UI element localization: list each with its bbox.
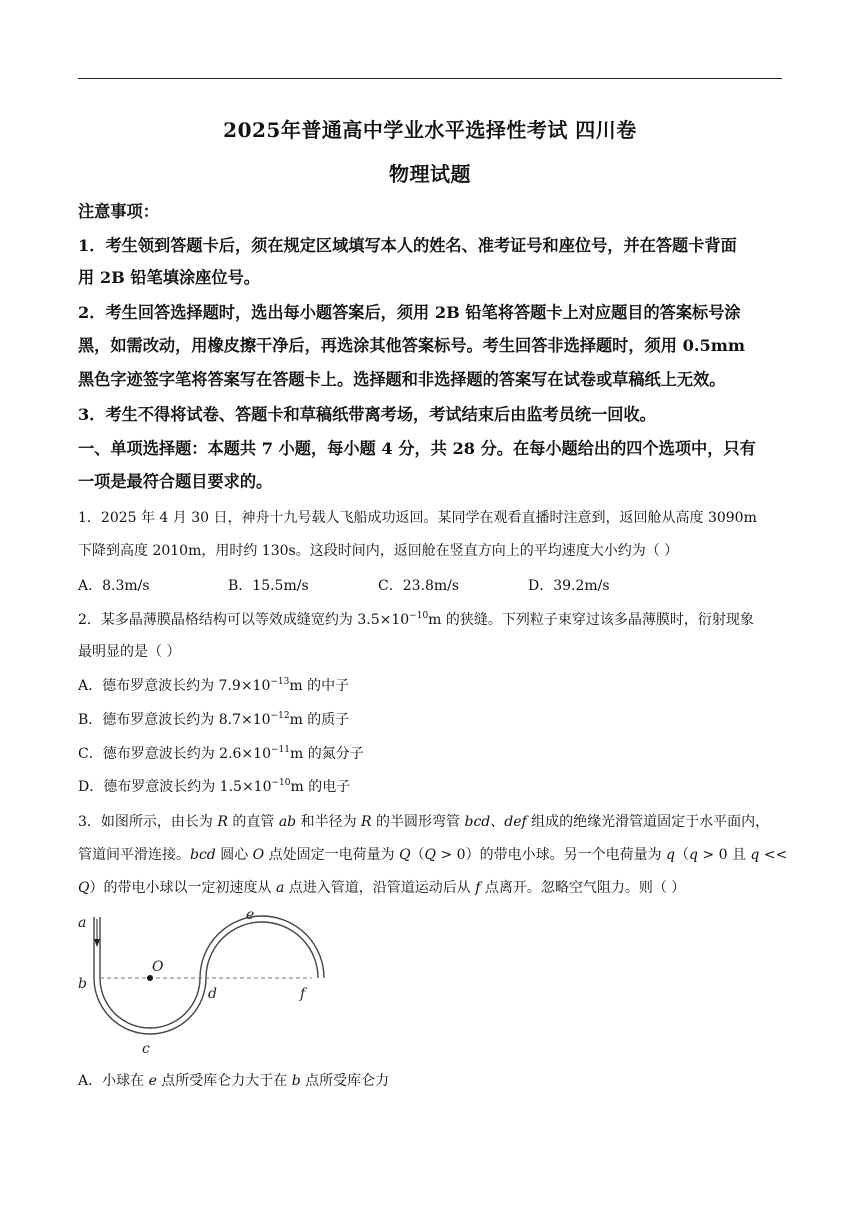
section-heading-line-2: 一项是最符合题目要求的。 <box>78 472 273 491</box>
notice-item-1-line-1: 1．考生领到答题卡后，须在规定区域填写本人的姓名、准考证号和座位号，并在答题卡背面 <box>78 236 737 255</box>
pipe-bcd-outer-wall <box>94 978 206 1034</box>
pipe-bcd-inner-wall <box>100 978 200 1028</box>
fixed-charge-dot <box>147 975 153 981</box>
arrow-down-icon <box>94 939 100 947</box>
pipe-diagram <box>74 905 334 1065</box>
label-e: e <box>246 907 255 923</box>
q1-option-a: A．8.3m/s <box>78 578 150 594</box>
label-d: d <box>208 986 217 1002</box>
q2-option-d: D．德布罗意波长约为 $1.5\times 10^{-10}m$ 的电子 <box>78 778 351 795</box>
q3-stem-line-1: 3．如图所示，由长为 R 的直管 ab 和半径为 R 的半圆形弯管 bcd、def 组成的绝缘光滑管道固定于水平面内， <box>78 814 770 830</box>
q1-stem-line-1: 1．2025 年 4 月 30 日，神舟十九号载人飞船成功返回。某同学在观看直播时注意到，返回舱从高度 3090m <box>78 510 757 526</box>
label-c: c <box>142 1041 150 1057</box>
notice-item-2-line-2: 黑，如需改动，用橡皮擦干净后，再选涂其他答案标号。考生回答非选择题时，须用 0.5mm <box>78 336 745 355</box>
notice-heading: 注意事项： <box>78 202 159 221</box>
q1-option-d: D．39.2m/s <box>528 578 610 594</box>
q1-option-c: C．23.8m/s <box>378 578 460 594</box>
notice-item-1-line-2: 用 2B 铅笔填涂座位号。 <box>78 268 260 287</box>
q3-option-a: A．小球在 e 点所受库仑力大于在 b 点所受库仑力 <box>78 1073 390 1089</box>
notice-item-2-line-3: 黑色字迹签字笔将答案写在答题卡上。选择题和非选择题的答案写在试卷或草稿纸上无效。 <box>78 370 726 389</box>
section-heading-line-1: 一、单项选择题：本题共 7 小题，每小题 4 分，共 28 分。在每小题给出的四个选项中，只有 <box>78 439 756 458</box>
exam-title: 2025年普通高中学业水平选择性考试 四川卷 <box>223 118 637 142</box>
exam-subtitle: 物理试题 <box>389 162 471 186</box>
q2-option-b: B．德布罗意波长约为 $8.7\times 10^{-12}m$ 的质子 <box>78 711 350 728</box>
notice-item-3: 3．考生不得将试卷、答题卡和草稿纸带离考场，考试结束后由监考员统一回收。 <box>78 405 656 424</box>
q2-option-c: C．德布罗意波长约为 $2.6\times 10^{-11}m$ 的氮分子 <box>78 745 364 762</box>
notice-item-2-line-1: 2．考生回答选择题时，选出每小题答案后，须用 2B 铅笔将答题卡上对应题目的答案标号涂 <box>78 303 741 322</box>
label-a: a <box>78 915 87 931</box>
q3-stem-line-2: 管道间平滑连接。bcd 圆心 O 点处固定一电荷量为 Q（Q > 0）的带电小球。另一个电荷量为 q（q > 0 且 q << <box>78 847 788 863</box>
pipe-def-inner-wall <box>200 916 324 978</box>
q2-stem-line-2: 最明显的是（ ） <box>78 644 181 660</box>
label-b: b <box>78 976 87 992</box>
label-f: f <box>300 986 306 1002</box>
q2-option-a: A．德布罗意波长约为 $7.9\times 10^{-13}m$ 的中子 <box>78 677 350 694</box>
q3-stem-line-3: Q）的带电小球以一定初速度从 a 点进入管道，沿管道运动后从 f 点离开。忽略空气阻力。则（ ） <box>78 880 686 896</box>
header-rule <box>78 78 782 79</box>
label-o: O <box>152 959 164 975</box>
q1-stem-line-2: 下降到高度 2010m，用时约 130s。这段时间内，返回舱在竖直方向上的平均速度大小约为（ ） <box>78 543 679 559</box>
q1-option-b: B．15.5m/s <box>228 578 309 594</box>
q2-stem-line-1: 2．某多晶薄膜晶格结构可以等效成缝宽约为 $3.5\times 10^{-10}m$ 的狭缝。下列粒子束穿过该多晶薄膜时，衍射现象 <box>78 611 754 628</box>
